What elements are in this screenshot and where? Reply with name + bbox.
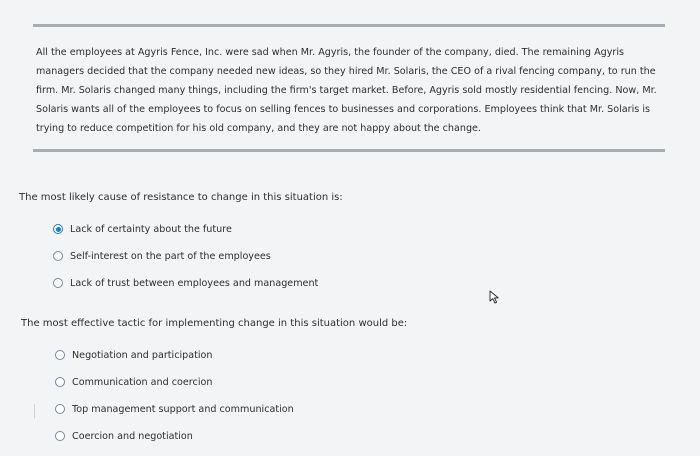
question-2-prompt: The most effective tactic for implementing change in this situation would be: bbox=[21, 318, 408, 329]
q2-option-1-label: Negotiation and participation bbox=[72, 349, 213, 361]
radio-icon[interactable] bbox=[53, 278, 63, 288]
q1-option-1-label: Lack of certainty about the future bbox=[70, 223, 232, 235]
radio-icon[interactable] bbox=[55, 377, 65, 387]
radio-selected-icon[interactable] bbox=[53, 224, 63, 234]
radio-icon[interactable] bbox=[55, 431, 65, 441]
q2-option-4[interactable] bbox=[55, 429, 193, 443]
q2-option-2-label: Communication and coercion bbox=[72, 376, 213, 388]
scenario-box bbox=[33, 24, 665, 152]
text-caret bbox=[34, 404, 35, 418]
radio-dot-icon bbox=[56, 227, 61, 232]
question-1-prompt: The most likely cause of resistance to change in this situation is: bbox=[19, 192, 343, 203]
q2-option-3-label: Top management support and communication bbox=[72, 403, 294, 415]
q2-option-4-label: Coercion and negotiation bbox=[72, 430, 193, 442]
q1-option-2[interactable] bbox=[53, 249, 271, 263]
q1-option-1[interactable] bbox=[53, 222, 232, 236]
q2-option-3[interactable] bbox=[55, 402, 294, 416]
radio-icon[interactable] bbox=[55, 350, 65, 360]
q2-option-2[interactable] bbox=[55, 375, 212, 389]
q1-option-3[interactable] bbox=[53, 276, 318, 290]
radio-icon[interactable] bbox=[53, 251, 63, 261]
q1-option-3-label: Lack of trust between employees and management bbox=[70, 277, 319, 289]
radio-icon[interactable] bbox=[55, 404, 65, 414]
q2-option-1[interactable] bbox=[55, 348, 213, 362]
scenario-text: All the employees at Agyris Fence, Inc. were sad when Mr. Agyris, the founder of the company, died. The remaining Agyris managers decided that the company needed new ideas, so they hired Mr. Solaris, the CEO of a rival fencing company, to run the firm. Mr. Solaris changed many things, including the firm's target market. Before, Agyris sold mostly residential fencing. Now, Mr. Solaris wants all of the employees to focus on selling fences to businesses and corporations. Employees think that Mr. Solaris is trying to reduce competition for his old company, and they are not happy about the change. bbox=[36, 47, 657, 134]
q1-option-2-label: Self-interest on the part of the employees bbox=[70, 250, 271, 262]
mouse-pointer-icon bbox=[489, 290, 502, 304]
